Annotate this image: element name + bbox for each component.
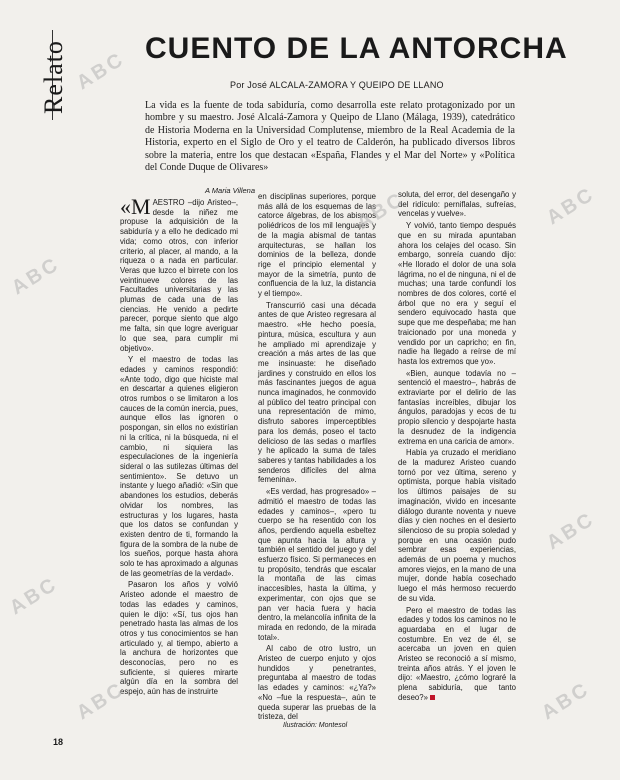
col3-paragraph: soluta, del error, del desengaño y del ridículo: perniflalas, sufreías, vencelas y vuelve». <box>398 190 516 219</box>
end-mark-icon <box>430 695 435 700</box>
dedication: A Maria Villena <box>204 186 255 195</box>
watermark: ABC <box>72 677 129 725</box>
section-label: Relato <box>38 40 68 114</box>
watermark: ABC <box>7 252 64 300</box>
watermark: ABC <box>352 187 409 235</box>
col3-paragraph: Había ya cruzado el meridiano de la madurez Aristeo cuando tornó por vez última, sereno y optimista, porque había visitado los últimos paisajes de su imaginación, vivido en incesante diálogo durante noventa y nueve días y cien noches en el desierto silencioso de su propia soledad y porque en una ocasión pudo sembrar esas experiencias, además de un poema y muchos amores viejos, en la mano de una mujer, donde había cosechado luego el más hermoso recuerdo de su vida. <box>398 448 516 603</box>
col3-paragraph: «Bien, aunque todavía no –sentenció el maestro–, habrás de extraviarte por el delirio de las fantasías increíbles, dibujar los ángulos, paradojas y ecos de tu propio silencio y despojarte hasta la desnudez de la indigencia extrema en una caricia de amor». <box>398 368 516 446</box>
col1-paragraph: Pasaron los años y volvió Aristeo adonde el maestro de todas las edades y caminos, quien le dijo: «Sí, tus ojos han penetrado hasta las almas de los otros y tus conocimientos se han articulado y, al tiempo, abierto a la anchura de horizontes que desconocías, pero no es suficiente, si quieres mirarte algún día en la sombra del espejo, aún has de instruirte <box>120 580 238 697</box>
col2-paragraph: en disciplinas superiores, porque más allá de los esquemas de las catorce álgebras, de los abismos poliédricos de los mil lenguajes y de la magia abismal de tantas arquitecturas, se hallan los dominios de la belleza, donde rige el principio elemental y mayor de la simetría, punto de confluencia de la luz, la distancia y el tiempo». <box>258 192 376 299</box>
column-3 <box>398 190 516 720</box>
watermark: ABC <box>537 677 594 725</box>
col2-paragraph: Transcurrió casi una década antes de que Aristeo regresara al maestro. «He hecho poesía, pintura, música, escultura y aun he ampliado mi aprendizaje y creación a más artes de las que me insinuaste: he diseñado jardines y construido en ellos los más fascinantes juegos de agua nunca imaginados, he conmovido al público del teatro principal con una representación de mimo, disfruto sabores imperceptibles para los demás, poseo el tacto delicioso de las sedas o marfiles y he aplicado la suma de tales saberes y tantas habilidades a los senderos difíciles del alma femenina». <box>258 300 376 485</box>
article-title: CUENTO DE LA ANTORCHA <box>145 32 568 65</box>
watermark: ABC <box>72 47 129 95</box>
watermark: ABC <box>5 572 62 620</box>
watermark: ABC <box>542 507 599 555</box>
col2-paragraph: Al cabo de otro lustro, un Aristeo de cuerpo enjuto y ojos hundidos y penetrantes, preguntaba al maestro de todas las edades y caminos: «¿Ya?» «No –fue la respuesta–, aún te queda superar las pruebas de la tristeza, del <box>258 644 376 722</box>
watermark: ABC <box>542 182 599 230</box>
illustration-credit: Ilustración: Montesol <box>283 722 348 729</box>
col3-paragraph: Pero el maestro de todas las edades y todos los caminos no le aguardaba en el lugar de costumbre. En vez de él, se acercaba un joven en quien Aristeo se reconoció a sí mismo, treinta años atrás. Y el joven le dijo: «Maestro, ¿cómo lograré la plena sabiduría, que tanto deseo?» <box>398 605 516 702</box>
byline: Por José ALCALA-ZAMORA Y QUEIPO DE LLANO <box>230 80 444 90</box>
column-1 <box>120 194 238 718</box>
col1-paragraph: «MAESTRO –dijo Aristeo–, desde la niñez me propuse la adquisición de la sabiduría y a ello he dedicado mi vida; como otros, con inferior criterio, al placer, al mando, a la riqueza o a nada en particular. Veras que luzco el birrete con los veintinueve colores de las Facultades universitarias y las plumas de cada una de las ciencias. He venido a pedirte parecer, porque siento que algo me falta, sin que logre averiguar lo que sea, para cumplir mi objetivo». <box>120 194 238 353</box>
page-number: 18 <box>53 737 64 747</box>
col2-paragraph: «Es verdad, has progresado» –admitió el maestro de todas las edades y caminos–, «pero tu cuerpo se ha resentido con los años, perdiendo aquella esbeltez que apunta hacia la altura y también el sentido del juego y del esfuerzo físico. Si permaneces en tu propósito, tendrás que escalar la montaña de las cimas inaccesibles, hasta la última, y experimentar, con ojos que se pan ver hacia fuera y hacia dentro, la melancolía infinita de la mirada en redondo, de la mirada total». <box>258 487 376 642</box>
col3-paragraph: Y volvió, tanto tiempo después que en su mirada apuntaban ahora los celajes del ocaso. Sin embargo, sonreía cuando dijo: «He llorado el dolor de una sola lágrima, no el de ninguna, ni el de muchas; una tarde confundí los nombres de dos colores, corté el árbol que no era y seguí el sendero equivocado hasta que supe que me despeñaba; me han traicionado por una moneda y vendido por un capricho; en fin, nadie ha llegado a reírse de mí hasta los extremos que yo». <box>398 221 516 366</box>
column-2 <box>258 192 376 722</box>
dropcap: «M <box>120 194 151 219</box>
intro-paragraph: La vida es la fuente de toda sabiduría, como desarrolla este relato protagonizado por un hombre y su maestro. José Alcalá-Zamora y Queipo de Llano (Málaga, 1939), catedrático de Historia Moderna en la Universidad Complutense, miembro de la Real Academia de la Historia, experto en el Siglo de Oro y el teatro de Calderón, ha publicado diversos libros sobre la materia, entre los que destacan «España, Flandes y el Mar del Norte» y «Política del Conde Duque de Olivares» <box>145 100 515 174</box>
col1-paragraph: Y el maestro de todas las edades y caminos respondió: «Ante todo, digo que hiciste mal en descartar a quienes eligieron otros rumbos o se limitaron a los cauces de la común inercia, pues, aunque ellos las ignoren o pospongan, sin ellos no existirían ni la crítica, ni la búsqueda, ni el cambio, ni siquiera las especulaciones de la ingeniería sideral o las sutilezas últimas del sentimiento». Se detuvo un instante y luego añadió: «Sin que abandones los estudios, deberás olvidar los nombres, las estructuras y los lugares, hasta que los datos se confundan y existen dentro de ti, formando la figura de la sombra de la nube de los sueños, porque hasta ahora solo te has aproximado a algunas de las geometrías de la verdad». <box>120 355 238 578</box>
